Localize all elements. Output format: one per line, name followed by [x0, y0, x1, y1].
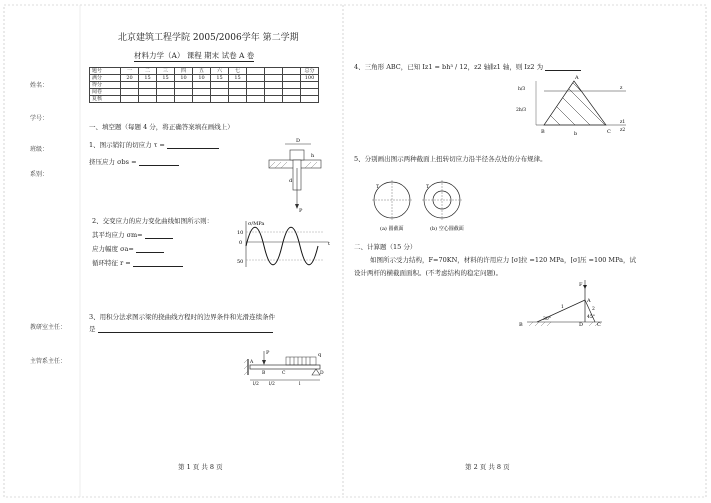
exam-subtitle: 材料力学（A） 课程 期末 试卷 A 卷	[134, 51, 255, 60]
score-cell[interactable]	[247, 89, 265, 96]
q1-shear-label	[89, 140, 219, 149]
score-cell[interactable]	[229, 89, 247, 96]
score-cell[interactable]	[229, 82, 247, 89]
score-cell[interactable]	[175, 82, 193, 89]
score-cell[interactable]	[211, 82, 229, 89]
beam-figure	[244, 347, 329, 387]
q3-text: 3、用积分法求图示梁的挠曲线方程时的边界条件和光滑连续条件	[89, 313, 276, 321]
q2-amp-text: 应力幅度 σa=	[92, 245, 134, 253]
wave-t-label: t	[328, 241, 331, 247]
pin-d-label: d	[289, 178, 293, 184]
beam-dim3: l	[299, 382, 301, 387]
circle-sections-figure	[372, 178, 472, 233]
side-id-label: 学号：	[30, 115, 49, 122]
score-cell[interactable]	[121, 89, 139, 96]
tri-C-label: C	[607, 129, 611, 135]
score-cell[interactable]	[283, 96, 301, 103]
side-director-label: 主管系主任：	[30, 358, 67, 365]
score-row-label: 复核	[90, 96, 121, 103]
truss-F-label: F	[579, 282, 583, 288]
score-cell: 二	[139, 68, 157, 75]
tri-z1-label: z1	[620, 120, 626, 125]
tri-z-label: z	[620, 86, 623, 91]
beam-A-label: A	[250, 360, 254, 365]
tri-A-label: A	[575, 75, 579, 81]
q1-bearing-text: 挤压应力 σbs =	[89, 158, 137, 166]
score-cell[interactable]	[211, 89, 229, 96]
q1-shear-blank[interactable]	[167, 141, 219, 149]
q2-text: 2、交变应力的应力变化曲线如图所示则：	[92, 217, 214, 225]
q2-r-blank[interactable]	[133, 259, 183, 267]
score-cell[interactable]	[157, 89, 175, 96]
q2-mean-blank[interactable]	[145, 231, 173, 239]
score-cell[interactable]	[247, 96, 265, 103]
q2-amp-label	[92, 244, 164, 253]
pin-P-label: P	[299, 208, 303, 214]
score-cell: 一	[121, 68, 139, 75]
circ-T2: T	[426, 185, 430, 190]
score-cell: 10	[175, 75, 193, 82]
side-dept-label: 系别：	[30, 171, 49, 178]
score-row	[90, 82, 319, 89]
score-cell[interactable]	[157, 82, 175, 89]
score-cell[interactable]	[247, 82, 265, 89]
exam-title: 北京建筑工程学院 2005/2006学年 第二学期	[118, 33, 299, 43]
score-cell[interactable]	[229, 96, 247, 103]
pin-D-label: D	[296, 138, 301, 144]
q1-bearing-blank[interactable]	[139, 158, 179, 166]
wave-bot-label: 50	[237, 259, 244, 265]
score-cell: 20	[121, 75, 139, 82]
score-row	[90, 68, 319, 75]
score-cell[interactable]	[121, 82, 139, 89]
calc-line2: 设计两杆的横截面面积。(不考虑结构的稳定问题)。	[354, 269, 503, 277]
beam-P-label: P	[266, 350, 270, 356]
q3-prefix: 是	[89, 325, 96, 333]
score-cell[interactable]	[193, 82, 211, 89]
q2-amp-blank[interactable]	[136, 245, 164, 253]
score-cell: 四	[175, 68, 193, 75]
truss-D-label: D	[579, 322, 584, 328]
page-number-2: 第 2 页 共 8 页	[465, 463, 510, 471]
q2-mean-text: 其平均应力 σm=	[92, 231, 143, 239]
score-cell: 100	[301, 75, 319, 82]
truss-angle2: 45°	[587, 315, 595, 320]
side-name-label: 姓名：	[30, 82, 49, 89]
score-cell[interactable]	[121, 96, 139, 103]
score-cell: 六	[211, 68, 229, 75]
tri-h23-label: 2h/3	[516, 108, 527, 113]
caption-a: (a) 圆截面	[380, 226, 404, 232]
score-cell: 七	[229, 68, 247, 75]
truss-C-label: C	[597, 322, 601, 328]
pin-h-label: h	[311, 153, 315, 159]
pin-figure	[263, 138, 323, 213]
score-cell: 10	[193, 75, 211, 82]
score-row-label: 题号	[90, 68, 121, 75]
score-cell[interactable]	[301, 89, 319, 96]
score-cell	[283, 68, 301, 75]
score-cell: 15	[229, 75, 247, 82]
score-cell[interactable]	[265, 89, 283, 96]
side-reviewer-label: 教研室主任：	[30, 324, 67, 331]
wave-unit-label: σ/MPa	[248, 221, 265, 227]
beam-D-label: D	[320, 371, 324, 376]
score-cell	[265, 75, 283, 82]
score-cell: 总分	[301, 68, 319, 75]
score-row-label: 阅卷	[90, 89, 121, 96]
tri-z2-label: z2	[620, 128, 626, 133]
tri-b-label: b	[574, 131, 578, 137]
q3-blank[interactable]	[98, 325, 273, 333]
score-cell	[247, 75, 265, 82]
score-cell: 三	[157, 68, 175, 75]
truss-figure	[517, 280, 607, 335]
q4-blank[interactable]	[545, 63, 581, 71]
score-row-label: 满分	[90, 75, 121, 82]
score-cell[interactable]	[193, 89, 211, 96]
q5-text: 5、分别画出图示两种截面上扭转切应力沿半径各点处的分布规律。	[354, 155, 547, 163]
score-cell: 15	[211, 75, 229, 82]
beam-dim2: l/2	[269, 382, 275, 387]
beam-q-label: q	[318, 352, 322, 358]
score-cell[interactable]	[301, 82, 319, 89]
score-cell[interactable]	[175, 96, 193, 103]
tri-h3-label: h/3	[518, 87, 526, 92]
score-cell: 五	[193, 68, 211, 75]
score-cell[interactable]	[265, 96, 283, 103]
truss-bar2: 2	[592, 307, 595, 312]
caption-b: (b) 空心圆截面	[430, 226, 464, 232]
section2-heading: 二、计算题（15 分）	[354, 243, 417, 251]
score-cell[interactable]	[211, 96, 229, 103]
score-table	[89, 67, 319, 103]
score-cell[interactable]	[139, 96, 157, 103]
truss-B-label: B	[519, 322, 523, 328]
score-row	[90, 96, 319, 103]
q1-bearing-label	[89, 157, 179, 166]
q2-r-text: 循环特征 r =	[92, 259, 131, 267]
score-row-label: 得分	[90, 82, 121, 89]
q2-mean-label	[92, 230, 173, 239]
truss-bar1: 1	[561, 305, 564, 310]
truss-A-label: A	[587, 298, 591, 304]
score-cell[interactable]	[175, 89, 193, 96]
score-cell[interactable]	[265, 82, 283, 89]
score-cell[interactable]	[301, 96, 319, 103]
score-row	[90, 75, 319, 82]
score-cell	[283, 75, 301, 82]
score-cell	[265, 68, 283, 75]
score-cell	[247, 68, 265, 75]
q2-r-label	[92, 258, 183, 267]
q4-text: 4、三角形 ABC，已知 Iz1 = bh³ / 12，z2 轴∥z1 轴，则 Iz2 为	[354, 63, 544, 71]
score-cell[interactable]	[193, 96, 211, 103]
score-cell: 15	[157, 75, 175, 82]
q3-answer-line	[89, 324, 273, 333]
score-cell: 15	[139, 75, 157, 82]
score-cell[interactable]	[157, 96, 175, 103]
score-cell[interactable]	[139, 89, 157, 96]
stress-wave-figure	[236, 219, 331, 269]
wave-mid-label: 0	[239, 240, 243, 246]
tri-B-label: B	[541, 129, 545, 135]
score-cell[interactable]	[139, 82, 157, 89]
wave-top-label: 10	[237, 230, 244, 236]
triangle-figure	[516, 73, 628, 143]
circ-T1: T	[376, 185, 380, 190]
beam-B-label: B	[262, 371, 266, 376]
side-class-label: 班级：	[30, 146, 49, 153]
beam-dim1: l/2	[253, 382, 259, 387]
score-cell[interactable]	[283, 89, 301, 96]
calc-line1: 如图所示受力结构，F=70KN，材料的许用应力 [σ]拉 =120 MPa，[σ]压 =100 MPa，试	[370, 256, 637, 264]
score-cell[interactable]	[283, 82, 301, 89]
q1-shear-text: 1、图示销钉的切应力 τ =	[89, 141, 165, 149]
q4-line	[354, 62, 581, 71]
beam-C-label: C	[282, 371, 286, 376]
page-number-1: 第 1 页 共 8 页	[178, 463, 223, 471]
section1-heading: 一、填空题（每题 4 分，将正确答案填在画线上）	[89, 123, 234, 131]
truss-angle1: 30°	[543, 317, 551, 322]
score-row	[90, 89, 319, 96]
